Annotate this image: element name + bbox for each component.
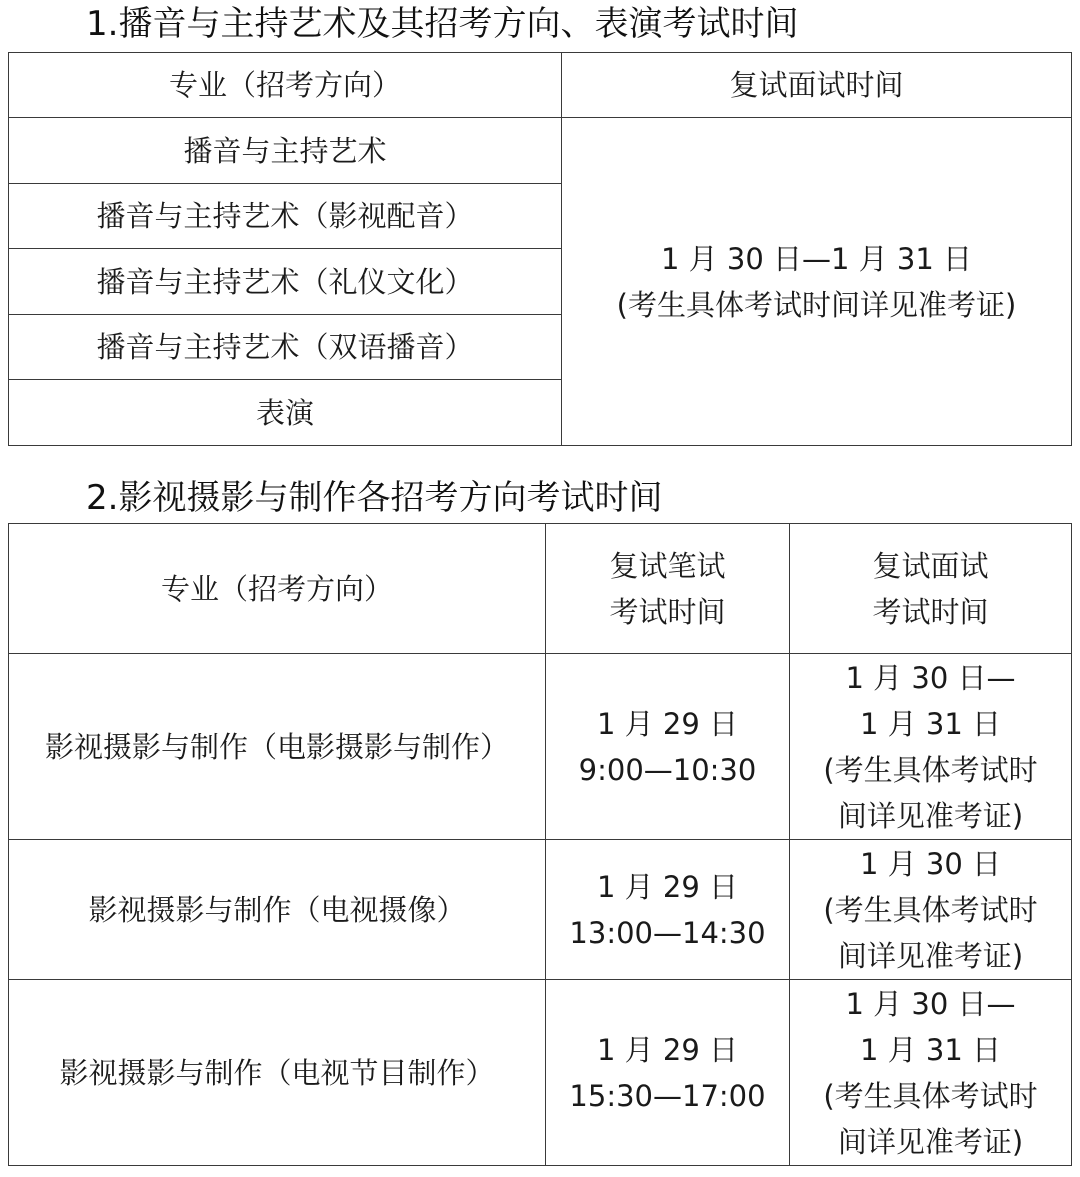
major-cell: 播音与主持艺术（影视配音）	[9, 184, 562, 249]
schedule-table-1	[8, 52, 1072, 446]
header-interview-time: 复试面试时间	[562, 53, 1072, 118]
interview-time-cell: 1 月 30 日 (考生具体考试时 间详见准考证)	[790, 840, 1072, 980]
table-row	[9, 840, 1072, 980]
header-written-time: 复试笔试 考试时间	[546, 524, 790, 654]
major-cell: 表演	[9, 380, 562, 446]
major-cell: 播音与主持艺术	[9, 118, 562, 184]
interview-time-cell: 1 月 30 日— 1 月 31 日 (考生具体考试时 间详见准考证)	[790, 980, 1072, 1166]
table2-header-row	[9, 524, 1072, 654]
written-time-cell: 1 月 29 日 13:00—14:30	[546, 840, 790, 980]
major-cell: 影视摄影与制作（电影摄影与制作）	[9, 654, 546, 840]
interview-time-cell: 1 月 30 日—1 月 31 日 (考生具体考试时间详见准考证)	[562, 118, 1072, 446]
major-cell: 影视摄影与制作（电视节目制作）	[9, 980, 546, 1166]
header-major: 专业（招考方向）	[9, 524, 546, 654]
schedule-table-2	[8, 523, 1072, 1166]
written-time-cell: 1 月 29 日 9:00—10:30	[546, 654, 790, 840]
header-major: 专业（招考方向）	[9, 53, 562, 118]
table-row	[9, 118, 1072, 184]
written-time-cell: 1 月 29 日 15:30—17:00	[546, 980, 790, 1166]
major-cell: 播音与主持艺术（双语播音）	[9, 315, 562, 380]
major-cell: 影视摄影与制作（电视摄像）	[9, 840, 546, 980]
table-row	[9, 654, 1072, 840]
table1-header-row	[9, 53, 1072, 118]
major-cell: 播音与主持艺术（礼仪文化）	[9, 249, 562, 315]
interview-time-cell: 1 月 30 日— 1 月 31 日 (考生具体考试时 间详见准考证)	[790, 654, 1072, 840]
section2-title: 2.影视摄影与制作各招考方向考试时间	[86, 478, 663, 518]
header-interview-time: 复试面试 考试时间	[790, 524, 1072, 654]
section1-title: 1.播音与主持艺术及其招考方向、表演考试时间	[86, 4, 799, 44]
table-row	[9, 980, 1072, 1166]
